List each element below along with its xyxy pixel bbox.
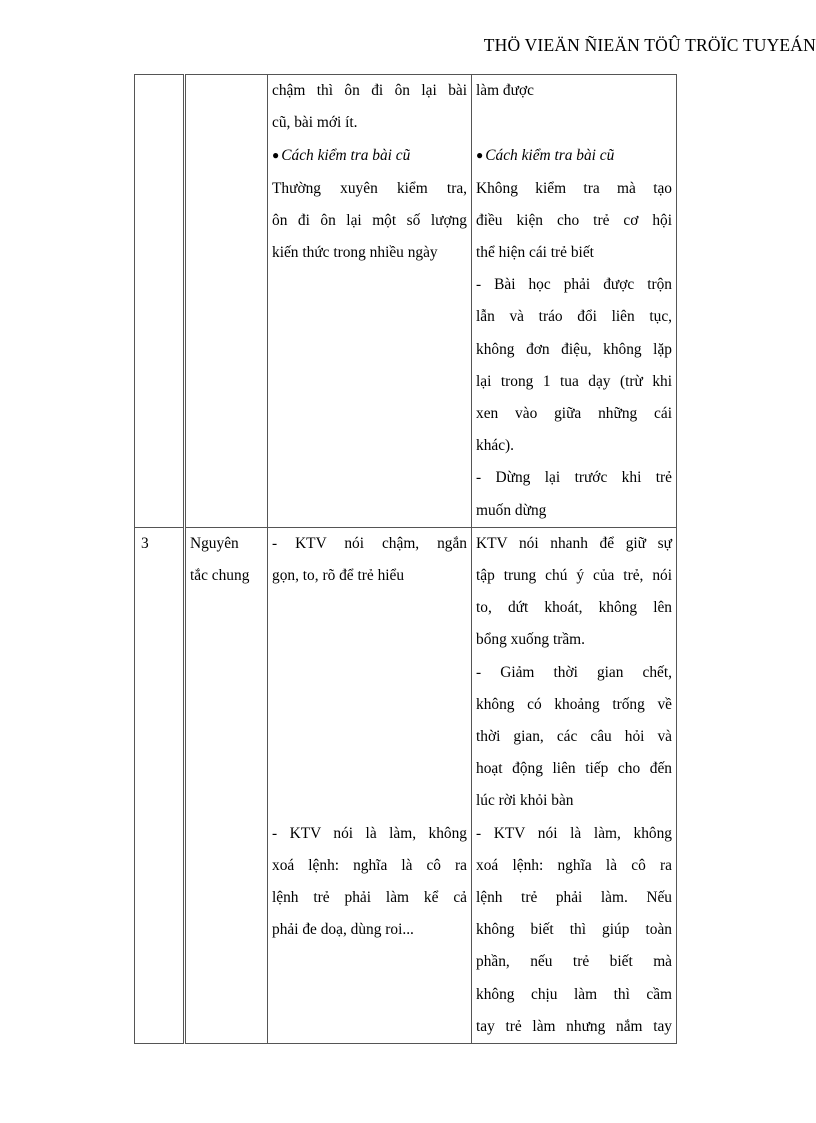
text-line: xoá lệnh: nghĩa là cô ra bbox=[272, 856, 467, 874]
blank-line bbox=[272, 592, 467, 624]
comparison-table bbox=[134, 74, 677, 1044]
text-line: khác). bbox=[476, 437, 515, 455]
text-line: hoạt động liên tiếp cho đến bbox=[476, 760, 672, 778]
text-line: kiến thức trong nhiều ngày bbox=[272, 244, 438, 262]
blank-line bbox=[272, 721, 467, 753]
text-line: làm được bbox=[476, 82, 534, 99]
bullet-icon: ● bbox=[476, 148, 484, 163]
blank-line bbox=[272, 624, 467, 656]
method-b-cell bbox=[472, 75, 677, 528]
text-line: - KTV nói là làm, không bbox=[272, 824, 467, 842]
text-line: cũ, bài mới ít. bbox=[272, 114, 358, 132]
text-line: - Giảm thời gian chết, bbox=[476, 663, 672, 681]
text-line: phải đe doạ, dùng roi... bbox=[272, 921, 414, 939]
subheading-line bbox=[476, 139, 672, 172]
text-line: thời gian, các câu hỏi và bbox=[476, 728, 672, 746]
principle-name-cell bbox=[185, 75, 268, 528]
text-line: - Dừng lại trước khi trẻ bbox=[476, 469, 672, 487]
subheading-text: Cách kiểm tra bài cũ bbox=[485, 147, 615, 165]
text-line: chậm thì ôn đi ôn lại bài bbox=[272, 82, 467, 99]
text-line: không biết thì giúp toàn bbox=[476, 921, 672, 939]
text-line: không đơn điệu, không lặp bbox=[476, 340, 672, 358]
text-line: lại trong 1 tua dạy (trừ khi bbox=[476, 372, 672, 390]
method-a-cell bbox=[268, 527, 472, 1043]
text-line: xen vào giữa những cái bbox=[476, 405, 672, 423]
text-line: Thường xuyên kiểm tra, bbox=[272, 179, 467, 197]
subheading-line bbox=[272, 139, 467, 172]
blank-line bbox=[272, 753, 467, 785]
table-row bbox=[135, 527, 677, 1043]
subheading-text: Cách kiểm tra bài cũ bbox=[281, 147, 411, 165]
text-line: lệnh trẻ phải làm kể cả bbox=[272, 888, 467, 906]
page-header: THÖ VIEÄN ÑIEÄN TÖÛ TRÖÏC TUYEÁN bbox=[483, 35, 816, 55]
bullet-icon: ● bbox=[272, 148, 280, 163]
text-line: xoá lệnh: nghĩa là cô ra bbox=[476, 856, 672, 874]
text-line: gọn, to, rõ để trẻ hiểu bbox=[272, 567, 405, 585]
text-line: ôn đi ôn lại một số lượng bbox=[272, 211, 467, 229]
text-line: - Bài học phải được trộn bbox=[476, 276, 672, 294]
text-line: tay trẻ làm nhưng nắm tay bbox=[476, 1017, 672, 1035]
text-line: không có khoảng trống về bbox=[476, 695, 672, 713]
text-line: Nguyên bbox=[190, 534, 239, 552]
blank-line bbox=[272, 689, 467, 721]
text-line: thể hiện cái trẻ biết bbox=[476, 244, 594, 261]
text-line: không chịu làm thì cầm bbox=[476, 985, 672, 1003]
text-line: lẫn và tráo đổi liên tục, bbox=[476, 308, 672, 326]
text-line: lệnh trẻ phải làm. Nếu bbox=[476, 889, 672, 907]
row-number-cell: 3 bbox=[135, 527, 185, 1043]
text-line: - KTV nói chậm, ngắn bbox=[272, 534, 467, 552]
text-line: tập trung chú ý của trẻ, nói bbox=[476, 567, 672, 585]
row-number-cell bbox=[135, 75, 185, 528]
blank-line bbox=[476, 107, 672, 139]
method-b-cell bbox=[472, 527, 677, 1043]
text-line: lúc rời khỏi bàn bbox=[476, 792, 574, 810]
method-a-cell bbox=[268, 75, 472, 528]
text-line: phần, nếu trẻ biết mà bbox=[476, 953, 672, 971]
text-line: - KTV nói là làm, không bbox=[476, 824, 672, 842]
principle-name-cell bbox=[185, 527, 268, 1043]
text-line: muốn dừng bbox=[476, 501, 547, 519]
blank-line bbox=[272, 785, 467, 817]
text-line: tắc chung bbox=[190, 567, 250, 585]
blank-line bbox=[272, 657, 467, 689]
text-line: điều kiện cho trẻ cơ hội bbox=[476, 211, 672, 229]
text-line: bổng xuống trầm. bbox=[476, 631, 586, 649]
text-line: Không kiểm tra mà tạo bbox=[476, 179, 672, 197]
table-row bbox=[135, 75, 677, 528]
text-line: to, dứt khoát, không lên bbox=[476, 599, 672, 617]
text-line: KTV nói nhanh để giữ sự bbox=[476, 534, 672, 552]
